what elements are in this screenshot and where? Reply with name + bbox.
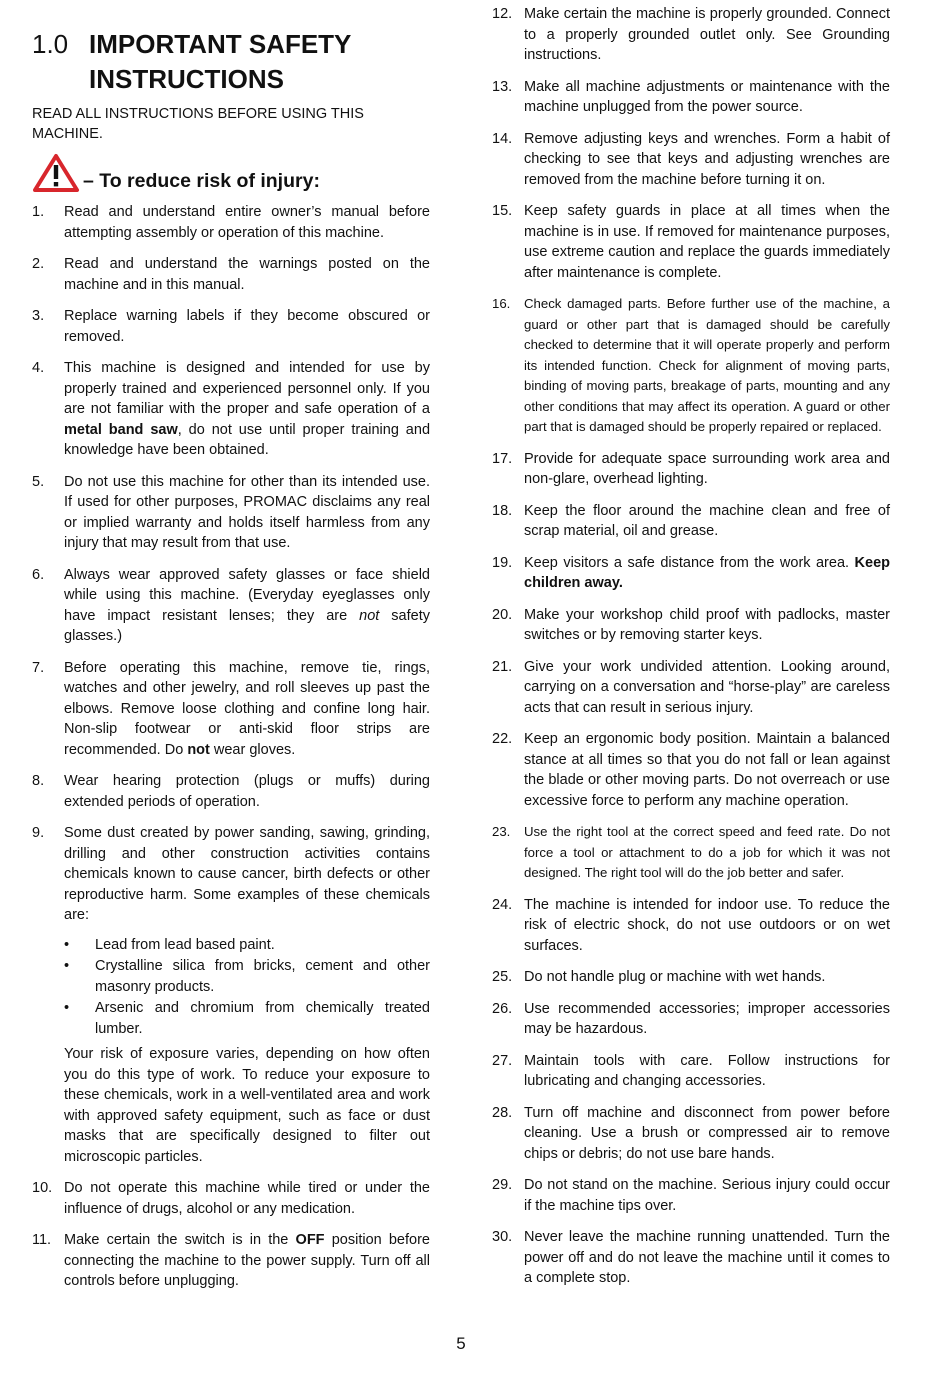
item-number: 11. bbox=[32, 1232, 52, 1248]
item-text: Wear hearing protection (plugs or muffs) during extended periods of operation. bbox=[64, 773, 430, 810]
item-number: 27. bbox=[492, 1052, 513, 1069]
list-item bbox=[32, 202, 430, 243]
item-text: This machine is designed and intended for use by properly trained and experienced personnel only. If you are not familiar with the proper and safe operation of a metal band saw, do not use until proper training and knowledge have been obtained. bbox=[64, 360, 431, 458]
list-item bbox=[492, 201, 890, 283]
list-item bbox=[32, 358, 430, 461]
section-title: IMPORTANT SAFETY INSTRUCTIONS bbox=[89, 29, 351, 94]
item-text: Before operating this machine, remove tie, rings, watches and other jewelry, and roll sleeves up past the elbows. Remove loose clothing and confine long hair. Non-slip footwear or anti-skid floor strips are recommended. Do not wear gloves. bbox=[64, 659, 430, 758]
list-item bbox=[492, 895, 890, 957]
item-number: 25. bbox=[492, 969, 513, 985]
item-text: Read and understand entire owner’s manual before attempting assembly or operation of this machine. bbox=[64, 204, 430, 241]
safety-list-right bbox=[492, 4, 890, 1289]
item-text: Do not handle plug or machine with wet hands. bbox=[524, 969, 826, 985]
list-item bbox=[32, 771, 430, 812]
item-number: 23. bbox=[492, 824, 511, 839]
item-number: 7. bbox=[32, 659, 45, 676]
right-column bbox=[492, 0, 890, 1289]
item-number: 28. bbox=[492, 1104, 513, 1121]
item-text: Make your workshop child proof with padlocks, master switches or by removing starter keys. bbox=[524, 606, 890, 643]
list-item bbox=[492, 729, 890, 811]
item-number: 14. bbox=[492, 130, 513, 147]
bullet-item: • Crystalline silica from bricks, cement and other masonry products. bbox=[64, 958, 430, 995]
item-text: Some dust created by power sanding, sawing, grinding, drilling and other construction activities contains chemicals known to cause cancer, birth defects or other reproductive harm. Some examples of these chemicals are: bbox=[64, 825, 430, 923]
list-item bbox=[32, 472, 430, 554]
section-number: 1.0 bbox=[32, 29, 69, 59]
item-text: Do not use this machine for other than its intended use. If used for other purposes, PROMAC disclaims any real or implied warranty and holds itself harmless from any injury that may result from that use. bbox=[64, 473, 430, 551]
item-text: Give your work undivided attention. Looking around, carrying on a conversation and “horse-play” are careless acts that can result in serious injury. bbox=[524, 658, 890, 716]
item-text: Use the right tool at the correct speed and feed rate. Do not force a tool or attachment to do a job for which it was not designed. The right tool will do the job better and safer. bbox=[524, 824, 890, 880]
item-number: 15. bbox=[492, 203, 513, 219]
item-number: 17. bbox=[492, 450, 513, 467]
item-text: Make all machine adjustments or maintenance with the machine unplugged from the power source. bbox=[524, 78, 890, 115]
list-item bbox=[492, 999, 890, 1040]
item-text: Always wear approved safety glasses or face shield while using this machine. (Everyday eyeglasses only have impact resistant lenses; they are not safety glasses.) bbox=[64, 566, 430, 644]
list-item bbox=[492, 1227, 890, 1289]
item-text: Turn off machine and disconnect from power before cleaning. Use a brush or compressed air to remove chips or debris; do not use bare hands. bbox=[524, 1104, 890, 1162]
item-text: Never leave the machine running unattended. Turn the power off and do not leave the machine until it comes to a complete stop. bbox=[524, 1229, 890, 1286]
list-item bbox=[492, 657, 890, 719]
item-number: 8. bbox=[32, 773, 45, 789]
list-item bbox=[492, 129, 890, 191]
item-number: 9. bbox=[32, 825, 45, 841]
warning-text: – To reduce risk of injury: bbox=[83, 170, 320, 192]
item-number: 26. bbox=[492, 1000, 513, 1017]
item-number: 2. bbox=[32, 256, 45, 272]
list-item bbox=[492, 4, 890, 66]
list-item bbox=[492, 1051, 890, 1092]
item-text: Keep the floor around the machine clean and free of scrap material, oil and grease. bbox=[524, 502, 890, 539]
item-text: Do not stand on the machine. Serious injury could occur if the machine tips over. bbox=[524, 1177, 890, 1214]
item-text: Read and understand the warnings posted on the machine and in this manual. bbox=[64, 256, 430, 293]
warning-triangle-icon bbox=[32, 153, 80, 193]
list-item bbox=[492, 449, 890, 490]
item-text: Remove adjusting keys and wrenches. Form a habit of checking to see that keys and adjusting wrenches are removed from the machine before turning it on. bbox=[524, 130, 890, 188]
list-item bbox=[492, 822, 890, 884]
warning-banner bbox=[32, 153, 430, 193]
item-number: 29. bbox=[492, 1177, 513, 1193]
item-number: 21. bbox=[492, 658, 513, 675]
item-text: Use recommended accessories; improper accessories may be hazardous. bbox=[524, 1000, 890, 1037]
list-item bbox=[32, 254, 430, 295]
item-number: 5. bbox=[32, 473, 45, 490]
item-number: 12. bbox=[492, 6, 513, 22]
item-number: 4. bbox=[32, 360, 45, 376]
item-text: Maintain tools with care. Follow instructions for lubricating and changing accessories. bbox=[524, 1052, 890, 1089]
item-number: 18. bbox=[492, 502, 513, 519]
item-text: Keep visitors a safe distance from the work area. Keep children away. bbox=[524, 554, 890, 591]
safety-list-left bbox=[32, 202, 430, 1292]
list-item bbox=[32, 306, 430, 347]
list-item bbox=[492, 1175, 890, 1216]
item-text: Replace warning labels if they become obscured or removed. bbox=[64, 308, 430, 345]
item-text: Make certain the switch is in the OFF position before connecting the machine to the power supply. Turn off all controls before unplugging. bbox=[64, 1232, 430, 1289]
list-item bbox=[32, 658, 430, 761]
page-number: 5 bbox=[456, 1334, 466, 1353]
item-number: 10. bbox=[32, 1180, 53, 1196]
bullet-item: • Arsenic and chromium from chemically treated lumber. bbox=[64, 1000, 430, 1037]
item-text: Keep an ergonomic body position. Maintain a balanced stance at all times so that you do not fall or lean against the blade or other moving parts. Do not overreach or use excessive force to perform any machine operation. bbox=[524, 731, 890, 809]
item-number: 19. bbox=[492, 554, 513, 571]
item-text: The machine is intended for indoor use. To reduce the risk of electric shock, do not use outdoors or on wet surfaces. bbox=[524, 896, 890, 954]
item-number: 24. bbox=[492, 896, 513, 913]
list-item bbox=[492, 77, 890, 118]
chemical-examples bbox=[64, 935, 430, 1040]
list-item bbox=[492, 501, 890, 542]
item-number: 1. bbox=[32, 204, 45, 220]
section-heading bbox=[32, 27, 430, 97]
item-text: Provide for adequate space surrounding work area and non-glare, overhead lighting. bbox=[524, 450, 890, 487]
item-number: 16. bbox=[492, 296, 511, 311]
item-number: 22. bbox=[492, 731, 513, 747]
read-all-instructions: READ ALL INSTRUCTIONS BEFORE USING THIS MACHINE. bbox=[32, 106, 364, 142]
item-number: 30. bbox=[492, 1229, 513, 1245]
list-item bbox=[492, 967, 890, 988]
item-number: 3. bbox=[32, 308, 45, 324]
item-text: Check damaged parts. Before further use of the machine, a guard or other part that is damaged should be carefully checked to determine that it will operate properly and perform its intended function. Check for alignment of moving parts, binding of moving parts, breakage of parts, mounting and any other conditions that may affect its operation. A guard or other part that is damaged should be properly repaired or replaced. bbox=[524, 296, 890, 434]
list-item bbox=[32, 565, 430, 647]
item-number: 6. bbox=[32, 566, 45, 583]
list-item bbox=[32, 1230, 430, 1292]
list-item bbox=[492, 294, 890, 438]
item-number: 13. bbox=[492, 78, 513, 95]
list-item bbox=[32, 1178, 430, 1219]
list-item bbox=[492, 1103, 890, 1165]
item-number: 20. bbox=[492, 606, 513, 623]
list-item bbox=[32, 823, 430, 1167]
item-text: Do not operate this machine while tired or under the influence of drugs, alcohol or any medication. bbox=[64, 1180, 430, 1217]
left-column bbox=[32, 0, 430, 1292]
item-text: Keep safety guards in place at all times when the machine is in use. If removed for maintenance purposes, use extreme caution and replace the guards immediately after maintenance is complete. bbox=[524, 203, 890, 281]
exposure-paragraph: Your risk of exposure varies, depending on how often you do this type of work. To reduce your exposure to these chemicals, work in a well-ventilated area and work with approved safety equipment, such as face or dust masks that are specifically designed to filter out microscopic particles. bbox=[64, 1046, 430, 1165]
bullet-item: • Lead from lead based paint. bbox=[64, 936, 275, 953]
item-text: Make certain the machine is properly grounded. Connect to a properly grounded outlet only. See Grounding instructions. bbox=[524, 6, 890, 63]
list-item bbox=[492, 605, 890, 646]
list-item bbox=[492, 553, 890, 594]
